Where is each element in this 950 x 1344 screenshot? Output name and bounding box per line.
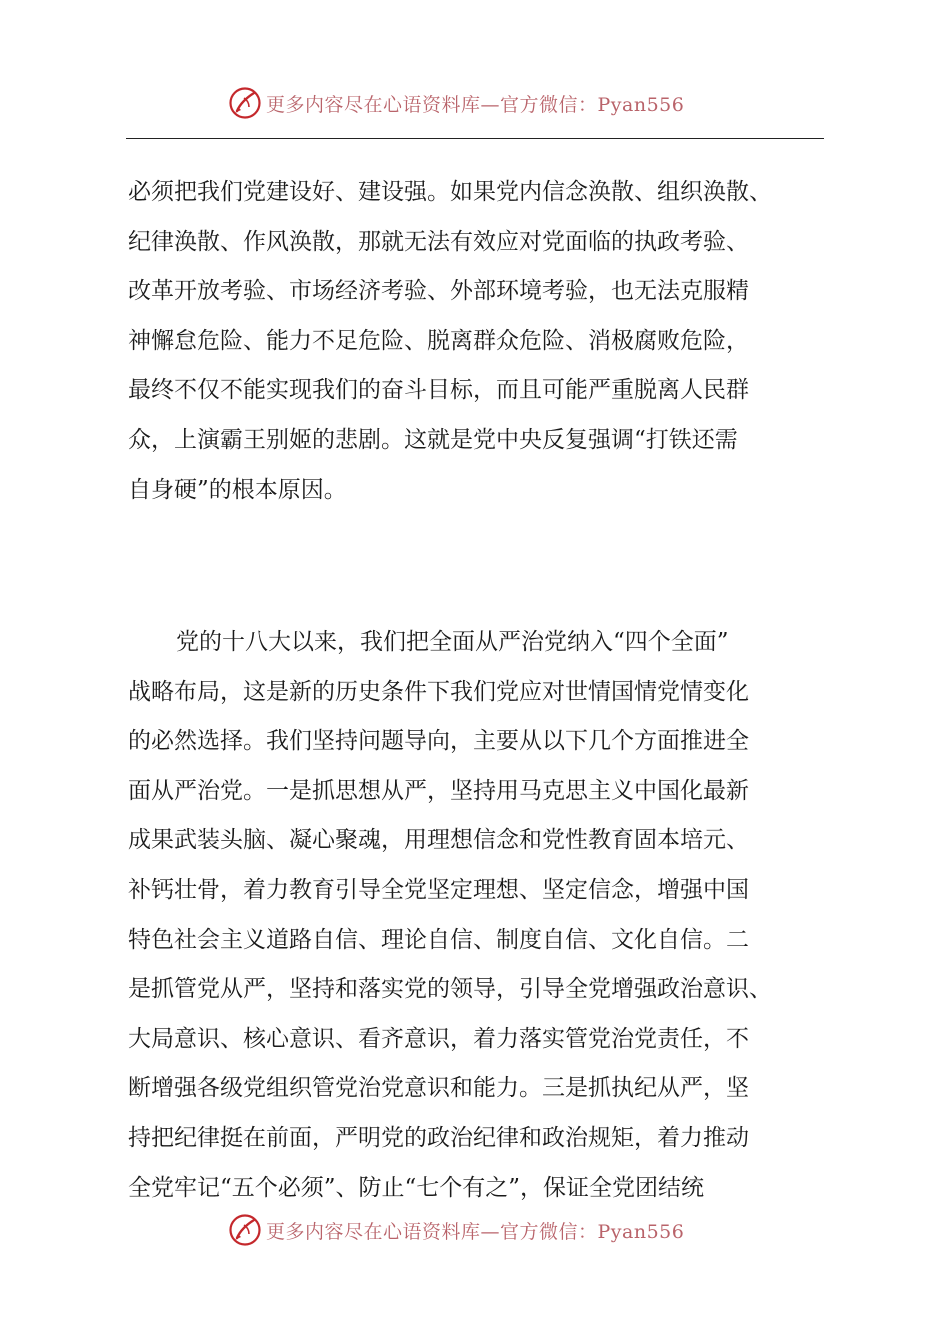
paragraph-line: 纪律涣散、作风涣散，那就无法有效应对党面临的执政考验、: [128, 228, 749, 255]
paragraph-line: 面从严治党。一是抓思想从严，坚持用马克思主义中国化最新: [128, 777, 749, 804]
pen-logo-icon: [228, 86, 262, 120]
paragraph-line: 特色社会主义道路自信、理论自信、制度自信、文化自信。二: [128, 926, 749, 953]
paragraph-line: 的必然选择。我们坚持问题导向，主要从以下几个方面推进全: [128, 728, 749, 755]
paragraph-line: 成果武装头脑、凝心聚魂，用理想信念和党性教育固本培元、: [128, 827, 749, 854]
paragraph-1: [128, 168, 842, 515]
paragraph-line: 战略布局，这是新的历史条件下我们党应对世情国情党情变化: [128, 678, 749, 705]
paragraph-line: 断增强各级党组织管党治党意识和能力。三是抓执纪从严，坚: [128, 1075, 749, 1102]
paragraph-line: 全党牢记“五个必须”、防止“七个有之”，保证全党团结统: [128, 1174, 705, 1201]
paragraph-line: 党的十八大以来，我们把全面从严治党纳入“四个全面”: [176, 629, 729, 655]
pen-logo-icon: [228, 1213, 262, 1247]
paragraph-line: 自身硬”的根本原因。: [128, 476, 347, 503]
header-banner-text: 更多内容尽在心语资料库—官方微信：Pyan556: [266, 93, 685, 116]
footer-banner-text: 更多内容尽在心语资料库—官方微信：Pyan556: [266, 1220, 685, 1243]
paragraph-line: 必须把我们党建设好、建设强。如果党内信念涣散、组织涣散、: [128, 179, 772, 205]
paragraph-line: 是抓管党从严，坚持和落实党的领导，引导全党增强政治意识、: [128, 976, 772, 1003]
header-divider: [126, 138, 824, 139]
paragraph-line: 持把纪律挺在前面，严明党的政治纪律和政治规矩，着力推动: [128, 1124, 749, 1151]
paragraph-line: 大局意识、核心意识、看齐意识，着力落实管党治党责任，不: [128, 1025, 749, 1052]
paragraph-line: 补钙壮骨，着力教育引导全党坚定理想、坚定信念，增强中国: [128, 876, 749, 903]
paragraph-2: [128, 618, 842, 1213]
paragraph-line: 最终不仅不能实现我们的奋斗目标，而且可能严重脱离人民群: [128, 377, 749, 404]
footer-banner: [228, 1213, 684, 1247]
paragraph-line: 神懈怠危险、能力不足危险、脱离群众危险、消极腐败危险，: [128, 327, 749, 354]
paragraph-line: 改革开放考验、市场经济考验、外部环境考验，也无法克服精: [128, 278, 749, 305]
paragraph-line: 众，上演霸王别姬的悲剧。这就是党中央反复强调“打铁还需: [128, 426, 738, 453]
header-banner: [228, 86, 684, 120]
